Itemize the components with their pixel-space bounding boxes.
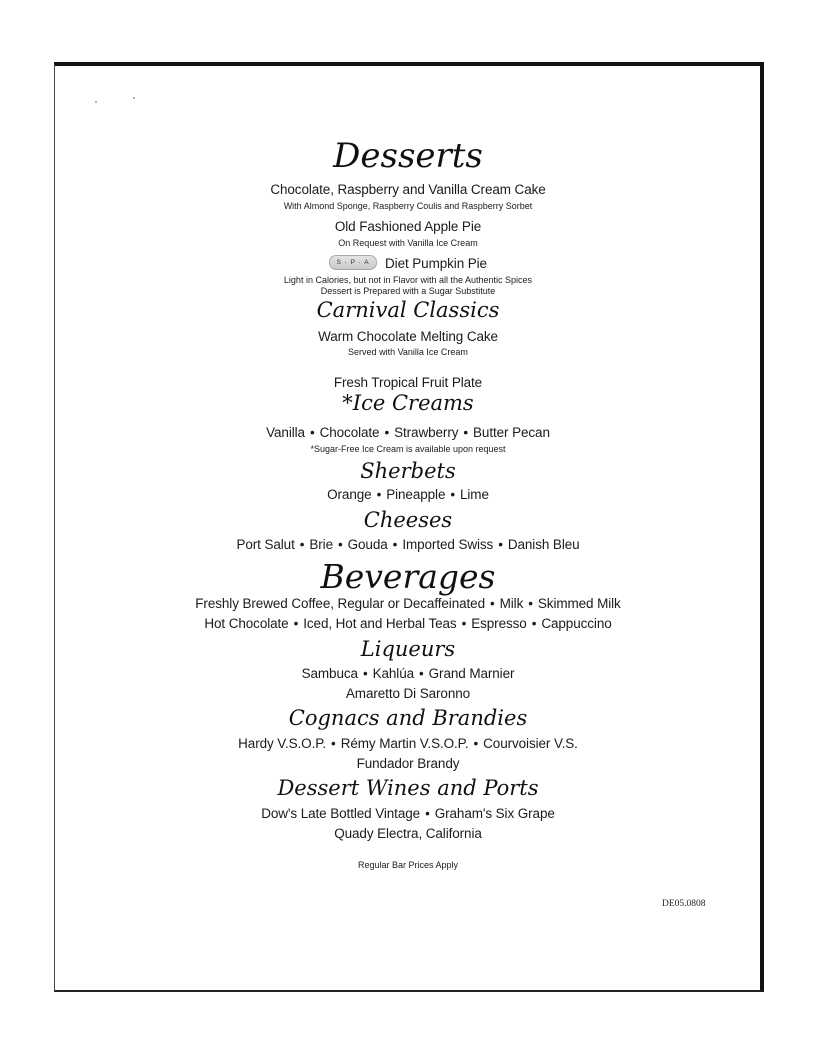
cognacs-heading: Cognacs and Brandies bbox=[288, 706, 528, 730]
list-item: Espresso bbox=[471, 616, 527, 631]
separator: • bbox=[498, 537, 503, 552]
separator: • bbox=[463, 425, 469, 440]
scan-speck bbox=[133, 97, 135, 99]
list-item: Butter Pecan bbox=[473, 425, 550, 440]
separator: • bbox=[425, 806, 430, 821]
list-item: Dow's Late Bottled Vintage bbox=[261, 806, 421, 821]
list-item: Amaretto Di Saronno bbox=[345, 686, 471, 701]
list-item: Iced, Hot and Herbal Teas bbox=[303, 616, 457, 631]
classic-item-desc: Served with Vanilla Ice Cream bbox=[348, 347, 468, 357]
cognac-list bbox=[0, 736, 816, 751]
sherbet-list bbox=[0, 487, 816, 502]
list-item: Brie bbox=[309, 537, 333, 552]
separator: • bbox=[362, 666, 368, 681]
list-item: Courvoisier V.S. bbox=[483, 736, 578, 751]
desserts-heading: Desserts bbox=[333, 136, 483, 176]
dessert-item-desc: On Request with Vanilla Ice Cream bbox=[338, 238, 478, 248]
liqueur-list bbox=[0, 666, 816, 681]
list-item: Imported Swiss bbox=[402, 537, 494, 552]
list-item: Gouda bbox=[347, 537, 388, 552]
cheeses-heading: Cheeses bbox=[363, 508, 453, 532]
separator: • bbox=[331, 736, 336, 751]
classic-item-name: Warm Chocolate Melting Cake bbox=[318, 329, 498, 344]
beverages-heading: Beverages bbox=[320, 557, 496, 596]
ice-cream-note: *Sugar-Free Ice Cream is available upon request bbox=[310, 444, 506, 454]
list-item: Cappuccino bbox=[541, 616, 612, 631]
beverage-list bbox=[0, 616, 816, 631]
cheese-list bbox=[0, 537, 816, 552]
separator: • bbox=[450, 487, 455, 502]
ice-cream-list bbox=[0, 425, 816, 440]
list-item: Orange bbox=[327, 487, 372, 502]
separator: • bbox=[461, 616, 467, 631]
separator: • bbox=[419, 666, 424, 681]
dessert-wines-heading: Dessert Wines and Ports bbox=[277, 776, 539, 800]
separator: • bbox=[376, 487, 382, 502]
separator: • bbox=[392, 537, 398, 552]
list-item: Fundador Brandy bbox=[356, 756, 460, 771]
list-item: Lime bbox=[460, 487, 489, 502]
list-item: Milk bbox=[499, 596, 524, 611]
dessert-item-row bbox=[0, 256, 816, 272]
classic-item-name: Fresh Tropical Fruit Plate bbox=[333, 375, 483, 390]
list-item: Grand Marnier bbox=[428, 666, 515, 681]
ice-creams-heading: *Ice Creams bbox=[342, 391, 474, 415]
list-item: Danish Bleu bbox=[507, 537, 580, 552]
dessert-item-name: Chocolate, Raspberry and Vanilla Cream Cake bbox=[270, 182, 546, 197]
wine-list bbox=[0, 806, 816, 821]
carnival-classics-heading: Carnival Classics bbox=[316, 298, 500, 322]
list-item: Skimmed Milk bbox=[537, 596, 621, 611]
dessert-item-desc: With Almond Sponge, Raspberry Coulis and Raspberry Sorbet bbox=[283, 201, 533, 211]
beverage-list bbox=[0, 596, 816, 611]
list-item: Kahlúa bbox=[372, 666, 415, 681]
bar-prices-note: Regular Bar Prices Apply bbox=[357, 860, 459, 870]
dessert-item-desc: Dessert is Prepared with a Sugar Substitute bbox=[320, 286, 496, 296]
list-item: Graham's Six Grape bbox=[434, 806, 555, 821]
dessert-item-name: Diet Pumpkin Pie bbox=[385, 256, 487, 271]
list-item: Port Salut bbox=[236, 537, 295, 552]
list-item: Strawberry bbox=[394, 425, 459, 440]
separator: • bbox=[337, 537, 343, 552]
list-item: Rémy Martin V.S.O.P. bbox=[340, 736, 469, 751]
menu-code: DE05.0808 bbox=[662, 899, 706, 909]
separator: • bbox=[299, 537, 305, 552]
list-item: Vanilla bbox=[266, 425, 305, 440]
separator: • bbox=[490, 596, 495, 611]
dessert-item-desc: Light in Calories, but not in Flavor with all the Authentic Spices bbox=[283, 275, 533, 285]
liqueurs-heading: Liqueurs bbox=[360, 637, 456, 661]
separator: • bbox=[384, 425, 390, 440]
separator: • bbox=[531, 616, 537, 631]
sherbets-heading: Sherbets bbox=[360, 459, 456, 483]
scan-speck bbox=[95, 101, 97, 103]
spa-logo-icon: S · P · A bbox=[329, 255, 377, 270]
separator: • bbox=[528, 596, 533, 611]
separator: • bbox=[473, 736, 479, 751]
list-item: Pineapple bbox=[386, 487, 446, 502]
list-item: Hot Chocolate bbox=[204, 616, 289, 631]
dessert-item-name: Old Fashioned Apple Pie bbox=[334, 219, 482, 234]
list-item: Chocolate bbox=[319, 425, 380, 440]
separator: • bbox=[293, 616, 299, 631]
list-item: Hardy V.S.O.P. bbox=[238, 736, 327, 751]
list-item: Sambuca bbox=[301, 666, 358, 681]
list-item: Freshly Brewed Coffee, Regular or Decaffeinated bbox=[195, 596, 485, 611]
separator: • bbox=[309, 425, 315, 440]
list-item: Quady Electra, California bbox=[334, 826, 482, 841]
